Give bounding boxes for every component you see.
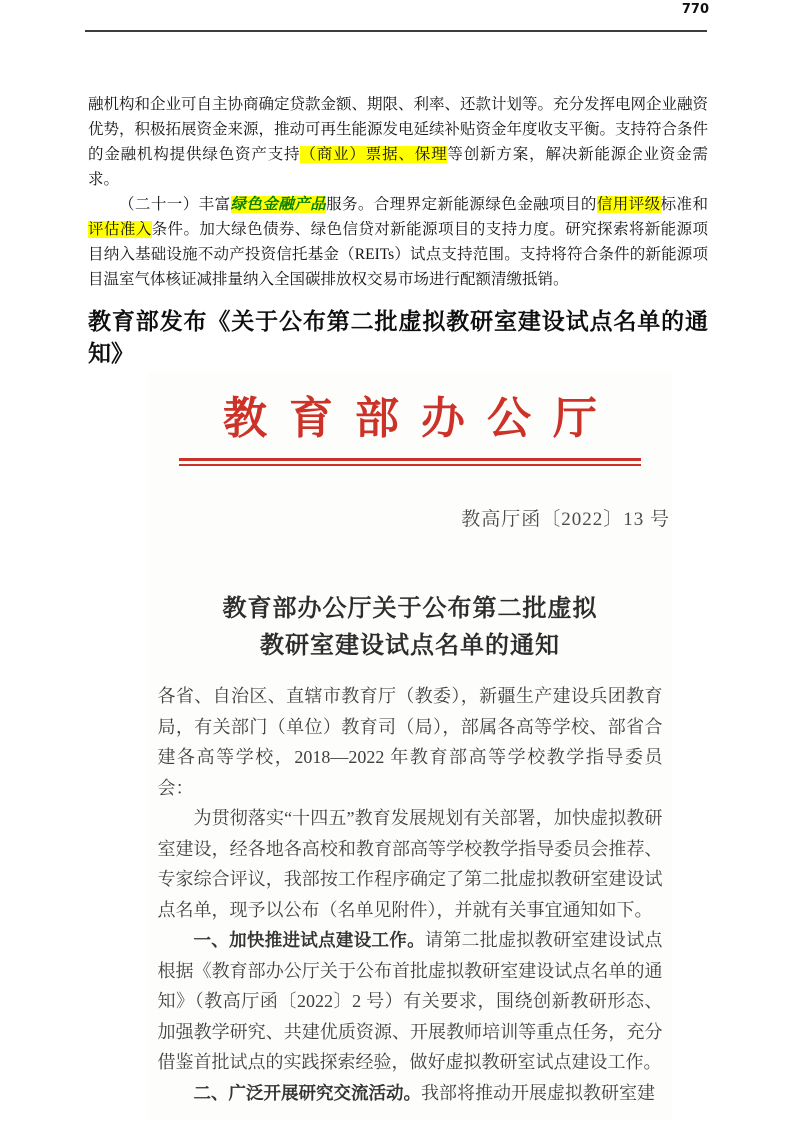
text-segment: 条件。加大绿色债券、绿色信贷对新能源项目的支持力度。研究探索将新能源项目纳入基础设施不动产投资信托基金（REITs）试点支持范围。支持将符合条件的新能源项目温室气体核证减排量纳入全国碳排放权交易市场进行配额清缴抵销。 bbox=[88, 221, 708, 288]
article-heading: 教育部发布《关于公布第二批虚拟教研室建设试点名单的通知》 bbox=[88, 309, 708, 366]
scan-doc-number: 教高厅函〔2022〕13 号 bbox=[461, 509, 670, 530]
highlighted-text: 信用评级 bbox=[596, 196, 661, 213]
scan-paragraph bbox=[158, 681, 663, 803]
scan-paragraph bbox=[158, 1078, 663, 1109]
text-segment: （二十一）丰富 bbox=[119, 196, 231, 213]
text-segment: 服务。合理界定新能源绿色金融项目的 bbox=[326, 196, 597, 213]
text-segment: 为贯彻落实“十四五”教育发展规划有关部署，加快虚拟教研室建设，经各地各高校和教育部高等学校教学指导委员会推荐、专家综合评议，我部按工作程序确定了第二批虚拟教研室建设试点名单，现予以公布（名单见附件），并就有关事宜通知如下。 bbox=[157, 808, 663, 920]
letterhead-red-rule bbox=[179, 458, 641, 466]
page-number: 770 bbox=[681, 2, 709, 17]
scan-letterhead bbox=[148, 382, 672, 446]
scan-paragraph bbox=[158, 925, 663, 1078]
highlighted-text: 绿色金融产品 bbox=[230, 196, 327, 213]
text-segment: 我部将推动开展虚拟教研室建 bbox=[421, 1082, 655, 1103]
text-segment: 等创新方案，解决新能源企业资金需求。 bbox=[88, 146, 708, 188]
scan-paragraph bbox=[158, 803, 663, 925]
article-text-block bbox=[88, 92, 708, 370]
highlighted-text: （商业）票据、保理 bbox=[300, 146, 448, 163]
highlighted-text: 评估准入 bbox=[88, 221, 152, 238]
text-segment: 标准和 bbox=[660, 196, 708, 213]
header-rule bbox=[85, 30, 707, 32]
scan-title-line: 教研室建设试点名单的通知 bbox=[260, 633, 560, 659]
article-paragraph bbox=[88, 92, 708, 192]
scan-body bbox=[158, 681, 663, 1108]
article-paragraph bbox=[88, 192, 708, 292]
scanned-notice-image bbox=[148, 372, 672, 1120]
scan-title bbox=[148, 591, 672, 665]
article-paragraphs bbox=[88, 92, 708, 292]
scan-title-line: 教育部办公厅关于公布第二批虚拟 bbox=[222, 596, 598, 622]
highlighted-text: 二、广泛开展研究交流活动。 bbox=[193, 1082, 421, 1103]
scan-letterhead-text: 教育部办公厅 bbox=[223, 394, 619, 443]
text-segment: 融机构和企业可自主协商确定贷款金额、期限、利率、还款计划等。充分发挥电网企业融资优势，积极拓展资金来源，推动可再生能源发电延续补贴资金年度收支平衡。支持符合条件的金融机构提供绿色资产支持 bbox=[88, 96, 709, 163]
text-segment: 各省、自治区、直辖市教育厅（教委），新疆生产建设兵团教育局，有关部门（单位）教育司（局），部属各高等学校、部省合建各高等学校，2018—2022 年教育部高等学校教学指导委员会： bbox=[157, 686, 663, 798]
highlighted-text: 一、加快推进试点建设工作。 bbox=[193, 930, 425, 950]
text-segment: 请第二批虚拟教研室建设试点根据《教育部办公厅关于公布首批虚拟教研室建设试点名单的通知》（教高厅函〔2022〕2 号）有关要求，围绕创新教研形态、加强教学研究、共建优质资源、开展教师培训等重点任务，充分借鉴首批试点的实践探索经验，做好虚拟教研室试点建设工作。 bbox=[157, 930, 663, 1072]
